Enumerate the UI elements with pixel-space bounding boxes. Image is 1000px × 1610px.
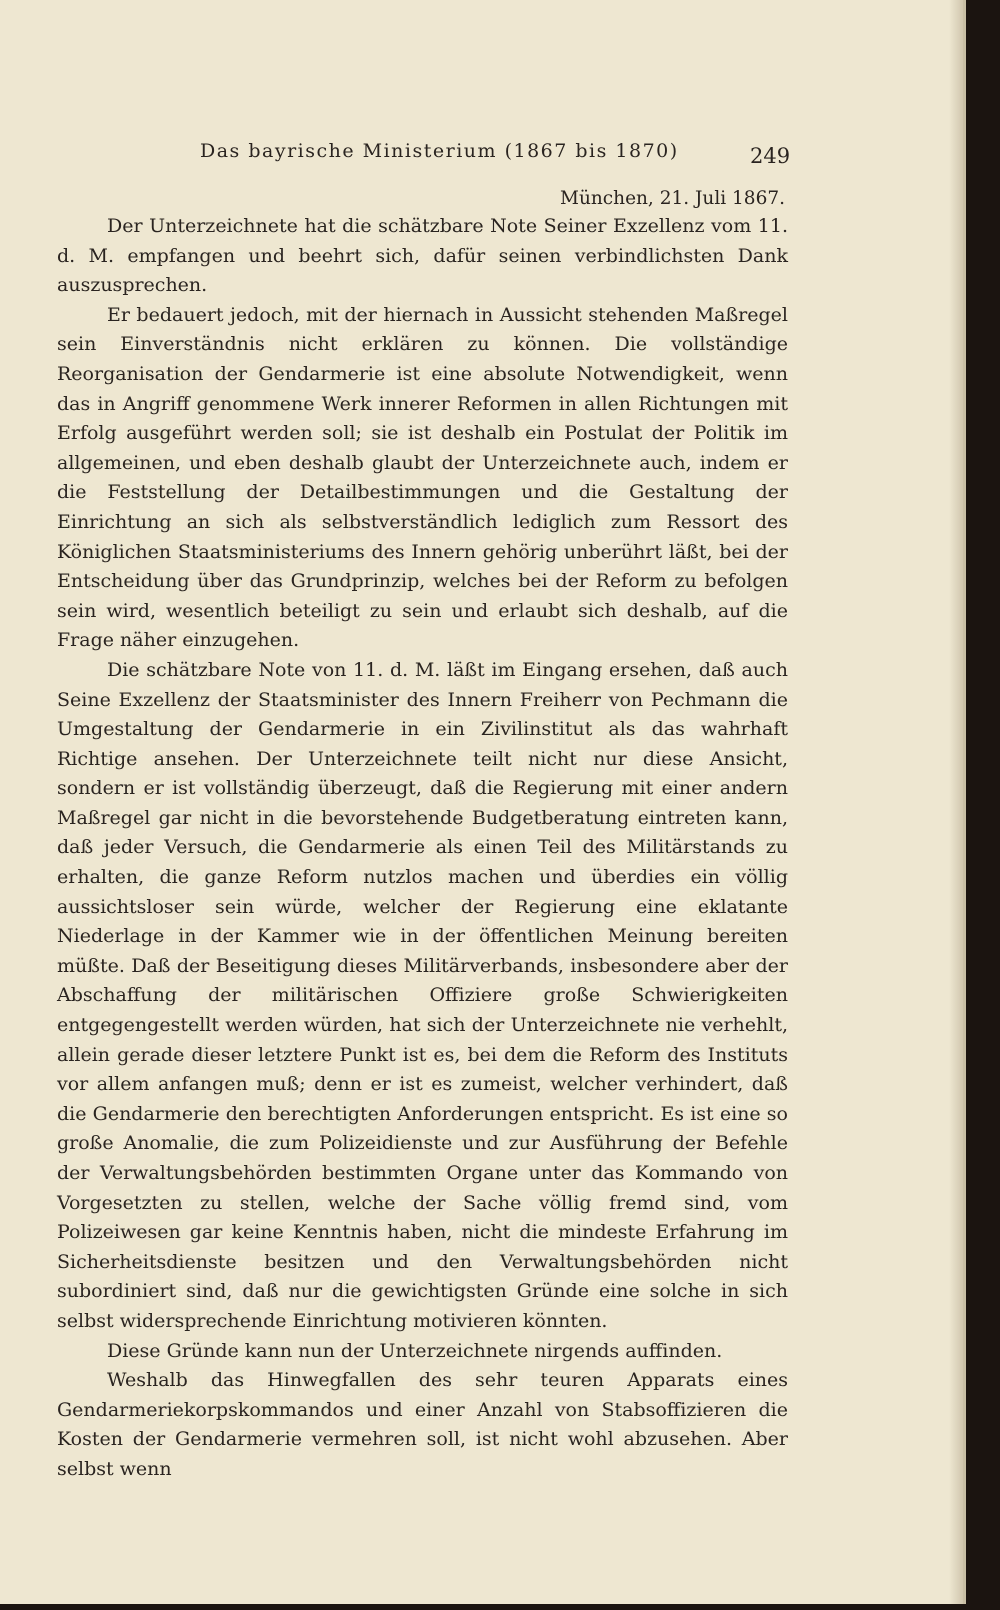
- letter-dateline: München, 21. Juli 1867.: [560, 188, 785, 209]
- page-edge-shadow: [949, 0, 963, 1604]
- paragraph: Er bedauert jedoch, mit der hiernach in Aussicht stehenden Maßregel sein Einverständnis nicht erklären zu können. Die vollständige Reorganisation der Gendarmerie ist eine absolute Notwendigkeit, wenn das in Angriff genommene Werk innerer Reformen in allen Richtungen mit Erfolg ausgeführt werden soll; sie ist deshalb ein Postulat der Politik im allgemeinen, und eben deshalb glaubt der Unterzeichnete auch, indem er die Feststellung der Detailbestimmungen und die Gestaltung der Einrichtung an sich als selbstverständlich lediglich zum Ressort des Königlichen Staatsministeriums des Innern gehörig unberührt läßt, bei der Entscheidung über das Grundprinzip, welches bei der Reform zu befolgen sein wird, wesentlich beteiligt zu sein und erlaubt sich deshalb, auf die Frage näher einzugehen.: [57, 303, 788, 652]
- page-number: 249: [750, 144, 791, 168]
- paragraph: Weshalb das Hinwegfallen des sehr teuren Apparats eines Gendarmeriekorpskommandos und einer Anzahl von Stabsoffizieren die Kosten der Gendarmerie vermehren soll, ist nicht wohl abzusehen. Aber selbst wenn: [57, 1369, 788, 1480]
- body-text: [57, 212, 788, 1485]
- running-head: Das bayrische Ministerium (1867 bis 1870): [200, 140, 679, 162]
- paragraph: Der Unterzeichnete hat die schätzbare Note Seiner Exzellenz vom 11. d. M. empfangen und beehrt sich, dafür seinen verbindlichsten Dank auszusprechen.: [57, 215, 788, 297]
- paragraph: Die schätzbare Note von 11. d. M. läßt im Eingang ersehen, daß auch Seine Exzellenz der Staatsminister des Innern Freiherr von Pechmann die Umgestaltung der Gendarmerie in ein Zivilinstitut als das wahrhaft Richtige ansehen. Der Unterzeichnete teilt nicht nur diese Ansicht, sondern er ist vollständig überzeugt, daß die Regierung mit einer andern Maßregel gar nicht in die bevorstehende Budgetberatung eintreten kann, daß jeder Versuch, die Gendarmerie als einen Teil des Militärstands zu erhalten, die ganze Reform nutzlos machen und überdies ein völlig aussichtsloser sein würde, welcher der Regierung eine eklatante Niederlage in der Kammer wie in der öffentlichen Meinung bereiten müßte. Daß der Beseitigung dieses Militärverbands, insbesondere aber der Abschaffung der militärischen Offiziere große Schwierigkeiten entgegengestellt werden würden, hat sich der Unterzeichnete nie verhehlt, allein gerade dieser letztere Punkt ist es, bei dem die Reform des Instituts vor allem anfangen muß; denn er ist es zumeist, welcher verhindert, daß die Gendarmerie den berechtigten Anforderungen entspricht. Es ist eine so große Anomalie, die zum Polizeidienste und zur Ausführung der Befehle der Verwaltungsbehörden bestimmten Organe unter das Kommando von Vorgesetzten zu stellen, welche der Sache völlig fremd sind, vom Polizeiwesen gar keine Kenntnis haben, nicht die mindeste Erfahrung im Sicherheitsdienste besitzen und den Verwaltungsbehörden nicht subordiniert sind, daß nur die gewichtigsten Gründe eine solche in sich selbst widersprechende Einrichtung motivieren könnten.: [57, 658, 788, 1332]
- paragraph: Diese Gründe kann nun der Unterzeichnete nirgends auffinden.: [107, 1339, 723, 1362]
